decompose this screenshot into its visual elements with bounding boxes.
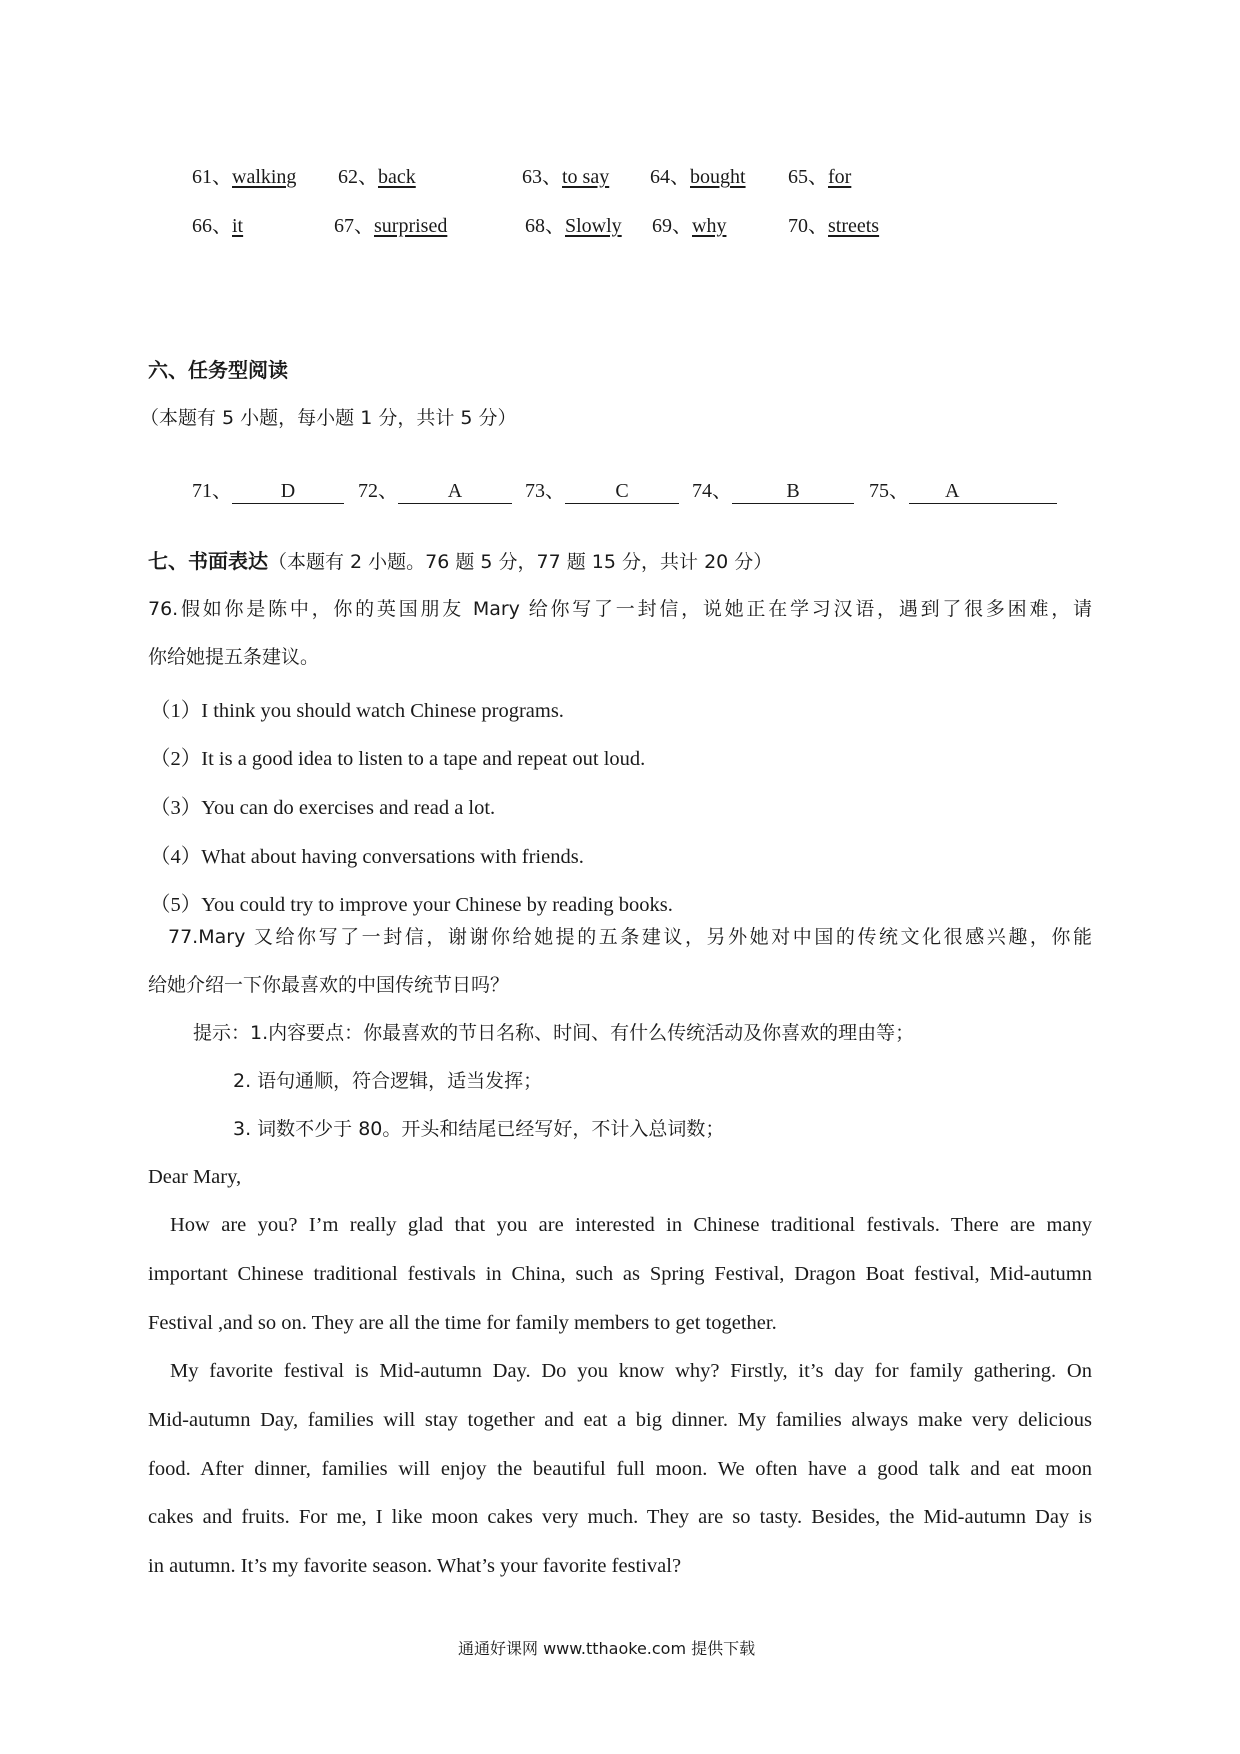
answer-text: walking (232, 166, 297, 188)
q77-prompt-line: 给她介绍一下你最喜欢的中国传统节日吗？ (148, 974, 510, 996)
section7-heading: 七、书面表达 (148, 549, 268, 573)
suggestion-item: （2）It is a good idea to listen to a tape and repeat out loud. (150, 748, 646, 770)
letter-line: food. After dinner, families will enjoy the beautiful full moon. We often have a good talk and eat moon (148, 1458, 1092, 1480)
answer-blank: C (565, 480, 679, 504)
answer-item (192, 209, 243, 238)
writing-tip: 2. 语句通顺，符合逻辑，适当发挥； (233, 1070, 543, 1092)
suggestion-item: （1）I think you should watch Chinese programs. (150, 700, 564, 722)
suggestion-item: （5）You could try to improve your Chinese by reading books. (150, 894, 673, 916)
letter-line: important Chinese traditional festivals in China, such as Spring Festival, Dragon Boat festival, Mid-autumn (148, 1263, 1092, 1285)
answer-item (869, 474, 1057, 504)
answer-item (788, 209, 879, 238)
answer-item (522, 160, 609, 189)
answer-item (692, 474, 854, 504)
answer-blank: A (909, 480, 1057, 504)
answer-text: it (232, 215, 244, 237)
q77-prompt-line: 77.Mary 又给你写了一封信，谢谢你给她提的五条建议，另外她对中国的传统文化很感兴趣，你能 (168, 926, 1092, 948)
answer-blank: B (732, 480, 854, 504)
answer-number: 75、 (869, 480, 909, 502)
answer-item (358, 474, 512, 504)
section7-note: （本题有 2 小题。76 题 5 分，77 题 15 分，共计 20 分） (268, 551, 773, 573)
answer-item (192, 160, 296, 189)
answer-number: 71、 (192, 480, 232, 502)
answer-number: 61、 (192, 166, 232, 188)
letter-line: Festival ,and so on. They are all the time for family members to get together. (148, 1312, 777, 1334)
page-footer: 通通好课网 www.tthaoke.com 提供下载 (458, 1639, 756, 1658)
answer-text: why (692, 215, 727, 237)
answer-number: 63、 (522, 166, 562, 188)
answer-number: 62、 (338, 166, 378, 188)
suggestion-item: （3）You can do exercises and read a lot. (150, 797, 496, 819)
q76-prompt-line: 你给她提五条建议。 (148, 646, 320, 668)
q76-prompt-line: 76.假如你是陈中，你的英国朋友 Mary 给你写了一封信，说她正在学习汉语，遇到了很多困难，请 (148, 598, 1092, 620)
suggestion-item: （4）What about having conversations with friends. (150, 846, 584, 868)
letter-line: in autumn. It’s my favorite season. What’s your favorite festival? (148, 1555, 682, 1577)
answer-text: back (378, 166, 416, 188)
answer-number: 70、 (788, 215, 828, 237)
answer-text: for (828, 166, 852, 188)
answer-item (788, 160, 851, 189)
writing-tip: 提示：1.内容要点：你最喜欢的节日名称、时间、有什么传统活动及你喜欢的理由等； (193, 1022, 915, 1044)
section6-note: （本题有 5 小题，每小题 1 分，共计 5 分） (140, 407, 517, 429)
answer-number: 64、 (650, 166, 690, 188)
section6-heading: 六、任务型阅读 (148, 358, 288, 382)
answer-number: 67、 (334, 215, 374, 237)
answer-item (525, 474, 679, 504)
answer-item (525, 209, 622, 238)
answer-item (338, 160, 416, 189)
answer-number: 72、 (358, 480, 398, 502)
letter-line: Mid-autumn Day, families will stay together and eat a big dinner. My families always make very delicious (148, 1409, 1092, 1431)
answer-text: bought (690, 166, 746, 188)
answer-number: 66、 (192, 215, 232, 237)
answer-number: 65、 (788, 166, 828, 188)
answer-number: 69、 (652, 215, 692, 237)
answer-text: Slowly (565, 215, 622, 237)
answer-item (650, 160, 746, 189)
answer-number: 68、 (525, 215, 565, 237)
answer-number: 74、 (692, 480, 732, 502)
answer-item (334, 209, 447, 238)
letter-line: How are you? I’m really glad that you are interested in Chinese traditional festivals. There are many (170, 1214, 1092, 1236)
writing-tip: 3. 词数不少于 80。开头和结尾已经写好，不计入总词数； (233, 1118, 725, 1140)
letter-greeting: Dear Mary, (148, 1166, 242, 1188)
answer-text: surprised (374, 215, 448, 237)
answer-item (652, 209, 726, 238)
letter-line: cakes and fruits. For me, I like moon cakes very much. They are so tasty. Besides, the Mid-autumn Day is (148, 1506, 1092, 1528)
letter-line: My favorite festival is Mid-autumn Day. Do you know why? Firstly, it’s day for family gathering. On (170, 1360, 1092, 1382)
answer-text: streets (828, 215, 880, 237)
answer-text: to say (562, 166, 610, 188)
answer-blank: D (232, 480, 344, 504)
answer-item (192, 474, 344, 504)
section7-header (148, 545, 772, 574)
answer-blank: A (398, 480, 512, 504)
answer-number: 73、 (525, 480, 565, 502)
